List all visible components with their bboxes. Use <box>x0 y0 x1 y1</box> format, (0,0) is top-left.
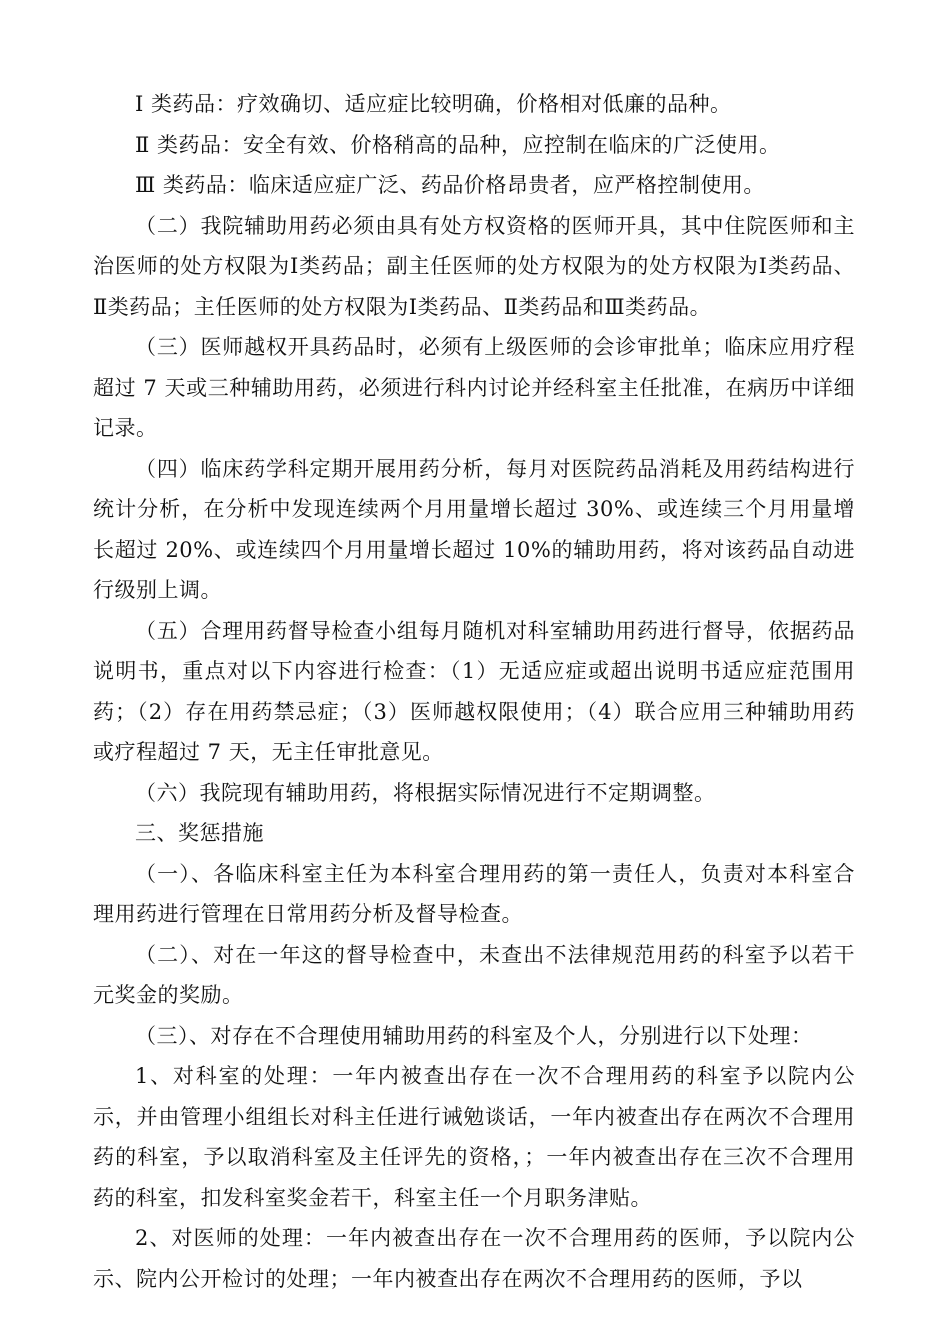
section-heading-rewards: 三、奖惩措施 <box>135 821 264 845</box>
physician-penalty-paragraph: 2、对医师的处理：一年内被查出存在一次不合理用药的医师，予以院内公示、院内公开检讨的处理；一年内被查出存在两次不合理用药的医师，予以 <box>93 1226 855 1291</box>
drug-class-2-paragraph: Ⅱ 类药品：安全有效、价格稍高的品种，应控制在临床的广泛使用。 <box>135 132 781 157</box>
reward-3-paragraph: （三）、对存在不合理使用辅助用药的科室及个人，分别进行以下处理： <box>135 1023 813 1048</box>
rule-4-paragraph: （四）临床药学科定期开展用药分析，每月对医院药品消耗及用药结构进行统计分析，在分析中发现连续两个月用量增长超过 30%、或连续三个月用量增长超过 20%、或连续四个月用量增长超过 10%的辅助用药，将对该药品自动进行级别上调。 <box>93 456 855 602</box>
reward-2-paragraph: （二）、对在一年这的督导检查中，未查出不法律规范用药的科室予以若干元奖金的奖励。 <box>93 942 855 1007</box>
reward-1-paragraph: （一）、各临床科室主任为本科室合理用药的第一责任人，负责对本科室合理用药进行管理在日常用药分析及督导检查。 <box>93 861 855 926</box>
drug-class-1-paragraph: Ⅰ 类药品：疗效确切、适应症比较明确，价格相对低廉的品种。 <box>135 92 732 116</box>
drug-class-3-paragraph: Ⅲ 类药品：临床适应症广泛、药品价格昂贵者，应严格控制使用。 <box>135 173 765 197</box>
rule-5-paragraph: （五）合理用药督导检查小组每月随机对科室辅助用药进行督导，依据药品说明书，重点对以下内容进行检查：（1）无适应症或超出说明书适应症范围用药；（2）存在用药禁忌症；（3）医师越权限使用；（4）联合应用三种辅助用药或疗程超过 7 天，无主任审批意见。 <box>93 618 855 764</box>
department-penalty-paragraph: 1、对科室的处理：一年内被查出存在一次不合理用药的科室予以院内公示，并由管理小组组长对科主任进行诫勉谈话，一年内被查出存在两次不合理用药的科室，予以取消科室及主任评先的资格，；一年内被查出存在三次不合理用药的科室，扣发科室奖金若干，科室主任一个月职务津贴。 <box>93 1064 855 1210</box>
rule-3-paragraph: （三）医师越权开具药品时，必须有上级医师的会诊审批单；临床应用疗程超过 7 天或三种辅助用药，必须进行科内讨论并经科室主任批准，在病历中详细记录。 <box>93 335 855 440</box>
document-body <box>93 84 855 1299</box>
rule-6-paragraph: （六）我院现有辅助用药，将根据实际情况进行不定期调整。 <box>135 780 716 805</box>
rule-2-paragraph: （二）我院辅助用药必须由具有处方权资格的医师开具，其中住院医师和主治医师的处方权限为Ⅰ类药品；副主任医师的处方权限为的处方权限为Ⅰ类药品、Ⅱ类药品；主任医师的处方权限为Ⅰ类药品、Ⅱ类药品和Ⅲ类药品。 <box>93 213 855 319</box>
